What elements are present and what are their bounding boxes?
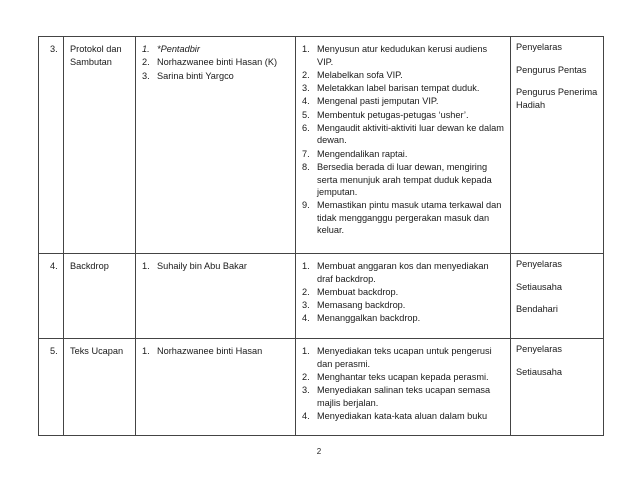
names-list <box>142 345 291 358</box>
role-label: Penyelaras <box>516 344 562 354</box>
list-item: 2. Membuat backdrop. <box>302 286 399 297</box>
table-row <box>39 254 604 339</box>
duties-list <box>302 260 504 325</box>
role-label: Pengurus Pentas <box>516 64 587 75</box>
names-list <box>142 43 291 82</box>
role-label: Setiausaha <box>516 366 562 377</box>
roles-cell <box>511 254 604 339</box>
names-cell <box>136 37 296 254</box>
list-item: 1. Norhazwanee binti Hasan <box>142 346 263 356</box>
table-row <box>39 339 604 436</box>
list-item: 1. Menyediakan teks ucapan untuk pengerusi dan perasmi. <box>302 346 492 369</box>
duties-list <box>302 345 504 422</box>
list-item: 9. Memastikan pintu masuk utama terkawal dan tidak mengganggu pergerakan masuk dan keluar. <box>302 200 502 236</box>
list-item: 3. Sarina binti Yargco <box>142 70 234 81</box>
list-item: 1. Suhaily bin Abu Bakar <box>142 261 247 271</box>
task-name: Teks Ucapan <box>70 346 124 356</box>
duties-cell <box>296 339 511 436</box>
list-item: 3. Meletakkan label barisan tempat duduk. <box>302 83 480 94</box>
task-cell <box>64 254 136 339</box>
list-item: 3. Menyediakan salinan teks ucapan semasa majlis berjalan. <box>302 385 491 408</box>
list-item: 1. Membuat anggaran kos dan menyediakan draf backdrop. <box>302 261 489 284</box>
roles-cell <box>511 339 604 436</box>
list-item: 6. Mengaudit aktiviti-aktiviti luar dewan ke dalam dewan. <box>302 122 504 146</box>
duties-cell <box>296 254 511 339</box>
list-item: 1. *Pentadbir <box>142 44 200 54</box>
task-name: Backdrop <box>70 261 109 271</box>
list-item: 4. Mengenal pasti jemputan VIP. <box>302 96 439 107</box>
row-number-cell <box>39 339 64 436</box>
role-label: Penyelaras <box>516 259 562 269</box>
task-cell <box>64 339 136 436</box>
row-number: 3. <box>50 44 58 54</box>
table-row <box>39 37 604 254</box>
list-item: 7. Mengendalikan raptai. <box>302 148 408 159</box>
duties-cell <box>296 37 511 254</box>
role-label: Setiausaha <box>516 281 562 292</box>
row-number: 5. <box>50 346 58 356</box>
names-cell <box>136 254 296 339</box>
list-item: 1. Menyusun atur kedudukan kerusi audiens VIP. <box>302 44 488 67</box>
list-item: 4. Menanggalkan backdrop. <box>302 313 421 324</box>
list-item: 2. Melabelkan sofa VIP. <box>302 69 403 80</box>
page-number: 2 <box>316 447 322 456</box>
role-label: Penyelaras <box>516 42 562 52</box>
duty-table <box>38 36 604 436</box>
duties-list <box>302 43 504 237</box>
duty-table-body <box>39 37 604 436</box>
task-cell <box>64 37 136 254</box>
list-item: 3. Memasang backdrop. <box>302 300 406 311</box>
roles-cell <box>511 37 604 254</box>
list-item: 2. Norhazwanee binti Hasan (K) <box>142 57 278 68</box>
list-item: 4. Menyediakan kata-kata aluan dalam buku <box>302 410 488 421</box>
list-item: 5. Membentuk petugas-petugas ‘usher’. <box>302 109 469 120</box>
role-label: Pengurus Penerima Hadiah <box>516 87 598 110</box>
row-number-cell <box>39 37 64 254</box>
names-list <box>142 260 291 273</box>
row-number: 4. <box>50 261 58 271</box>
role-label: Bendahari <box>516 304 558 314</box>
row-number-cell <box>39 254 64 339</box>
list-item: 2. Menghantar teks ucapan kepada perasmi. <box>302 371 489 382</box>
task-name: Protokol dan Sambutan <box>70 44 122 67</box>
list-item: 8. Bersedia berada di luar dewan, mengiring serta menunjuk arah tempat duduk kepada jemputan. <box>302 162 492 198</box>
names-cell <box>136 339 296 436</box>
